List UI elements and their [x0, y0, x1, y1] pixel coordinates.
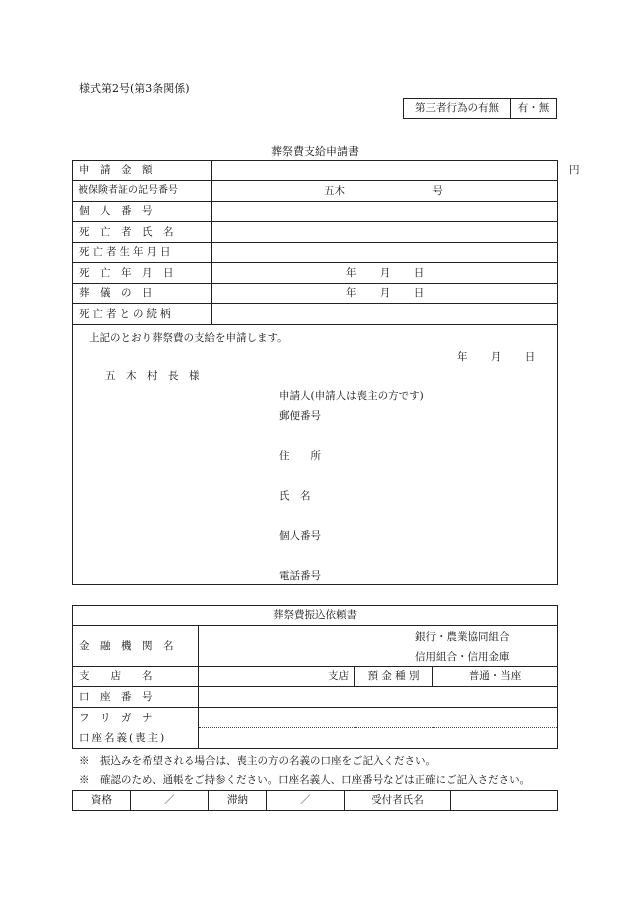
row-deceased-name — [73, 222, 558, 243]
furigana-value[interactable] — [199, 708, 558, 728]
amount-label: 申 請 金 額 — [73, 161, 212, 181]
account-name-value[interactable] — [199, 728, 558, 749]
insurance-prefix: 五木 — [324, 184, 345, 197]
branch-suffix: 支店 — [328, 670, 349, 683]
deceased-name-label: 死 亡 者 氏 名 — [73, 222, 212, 243]
transfer-table — [72, 605, 558, 749]
statement-day: 日 — [524, 351, 536, 363]
applicant-name[interactable]: 氏 名 — [279, 490, 311, 502]
individual-number-label: 個 人 番 号 — [73, 202, 212, 222]
institution-value[interactable] — [199, 626, 558, 667]
death-day: 日 — [413, 266, 425, 279]
note-2: ※ 確認のため、通帳をご持参ください。口座名義人、口座番号などは正確にご記入さださい。 — [79, 774, 531, 786]
statement-year: 年 — [457, 351, 468, 363]
applicant-phone[interactable]: 電話番号 — [279, 570, 321, 582]
statement-month: 月 — [490, 351, 502, 363]
institution-type-1: 銀行・農業協同組合 — [415, 631, 510, 643]
insurance-number-label: 被保険者証の記号番号 — [73, 181, 212, 202]
account-number-label: 口 座 番 号 — [73, 687, 199, 708]
office-row — [72, 790, 558, 811]
account-number-value[interactable] — [199, 687, 558, 708]
account-name-label: 口座名義(喪主) — [73, 728, 199, 749]
applicant-heading: 申請人(申請人は喪主の方です) — [279, 390, 424, 402]
third-party-box — [403, 98, 557, 119]
row-statement — [73, 325, 558, 585]
arrears-label: 滞納 — [209, 791, 267, 811]
qualification-label: 資格 — [73, 791, 131, 811]
funeral-date-label: 葬 儀 の 日 — [73, 284, 212, 304]
relationship-label: 死亡者との続柄 — [73, 304, 212, 325]
qualification-value[interactable]: ／ — [131, 791, 209, 811]
transfer-title: 葬祭費振込依頼書 — [73, 606, 558, 626]
application-table — [72, 160, 580, 585]
application-title: 葬祭費支給申請書 — [271, 145, 359, 158]
applicant-postal-code[interactable]: 郵便番号 — [279, 410, 321, 422]
funeral-day: 日 — [413, 287, 425, 300]
form-number: 様式第2号(第3条関係) — [79, 82, 190, 95]
death-date-label: 死 亡 年 月 日 — [73, 263, 212, 284]
death-month: 月 — [379, 266, 391, 279]
note-1: ※ 振込みを希望される場合は、喪主の方の名義の口座をご記入ください。 — [79, 755, 436, 767]
institution-label: 金 融 機 関 名 — [73, 626, 199, 667]
third-party-label: 第三者行為の有無 — [404, 99, 511, 119]
receiver-label: 受付者氏名 — [345, 791, 451, 811]
statement-cell — [73, 325, 558, 585]
branch-label: 支 店 名 — [73, 667, 199, 687]
institution-type-2: 信用組合・信用金庫 — [415, 651, 510, 663]
insurance-number-value[interactable] — [212, 181, 558, 202]
funeral-month: 月 — [379, 287, 391, 300]
death-year: 年 — [346, 266, 357, 279]
row-funeral-date — [73, 284, 558, 304]
row-amount — [73, 161, 558, 181]
third-party-value[interactable]: 有・無 — [511, 99, 557, 119]
amount-value[interactable]: 円 — [212, 161, 558, 181]
applicant-address[interactable]: 住 所 — [279, 450, 321, 462]
furigana-label: フ リ ガ ナ — [73, 708, 199, 728]
funeral-date-value[interactable] — [212, 284, 558, 304]
arrears-value[interactable]: ／ — [267, 791, 345, 811]
deceased-birthdate-value[interactable] — [212, 243, 558, 263]
deposit-type-value[interactable]: 普通・当座 — [433, 667, 558, 687]
deposit-type-label: 預 金 種 別 — [355, 667, 433, 687]
deceased-birthdate-label: 死亡者生年月日 — [73, 243, 212, 263]
individual-number-value[interactable] — [212, 202, 558, 222]
row-deceased-birthdate — [73, 243, 558, 263]
receiver-value[interactable] — [451, 791, 558, 811]
row-individual-number — [73, 202, 558, 222]
insurance-suffix: 号 — [432, 184, 443, 197]
statement-text: 上記のとおり葬祭費の支給を申請します。 — [89, 332, 288, 344]
row-relationship — [73, 304, 558, 325]
applicant-individual-number[interactable]: 個人番号 — [279, 530, 321, 542]
row-insurance-number — [73, 181, 558, 202]
relationship-value[interactable] — [212, 304, 558, 325]
deceased-name-value[interactable] — [212, 222, 558, 243]
statement-date[interactable] — [457, 352, 535, 363]
death-date-value[interactable] — [212, 263, 558, 284]
funeral-year: 年 — [346, 287, 357, 300]
row-death-date — [73, 263, 558, 284]
addressee: 五 木 村 長 様 — [105, 370, 200, 382]
branch-value[interactable] — [199, 667, 355, 687]
